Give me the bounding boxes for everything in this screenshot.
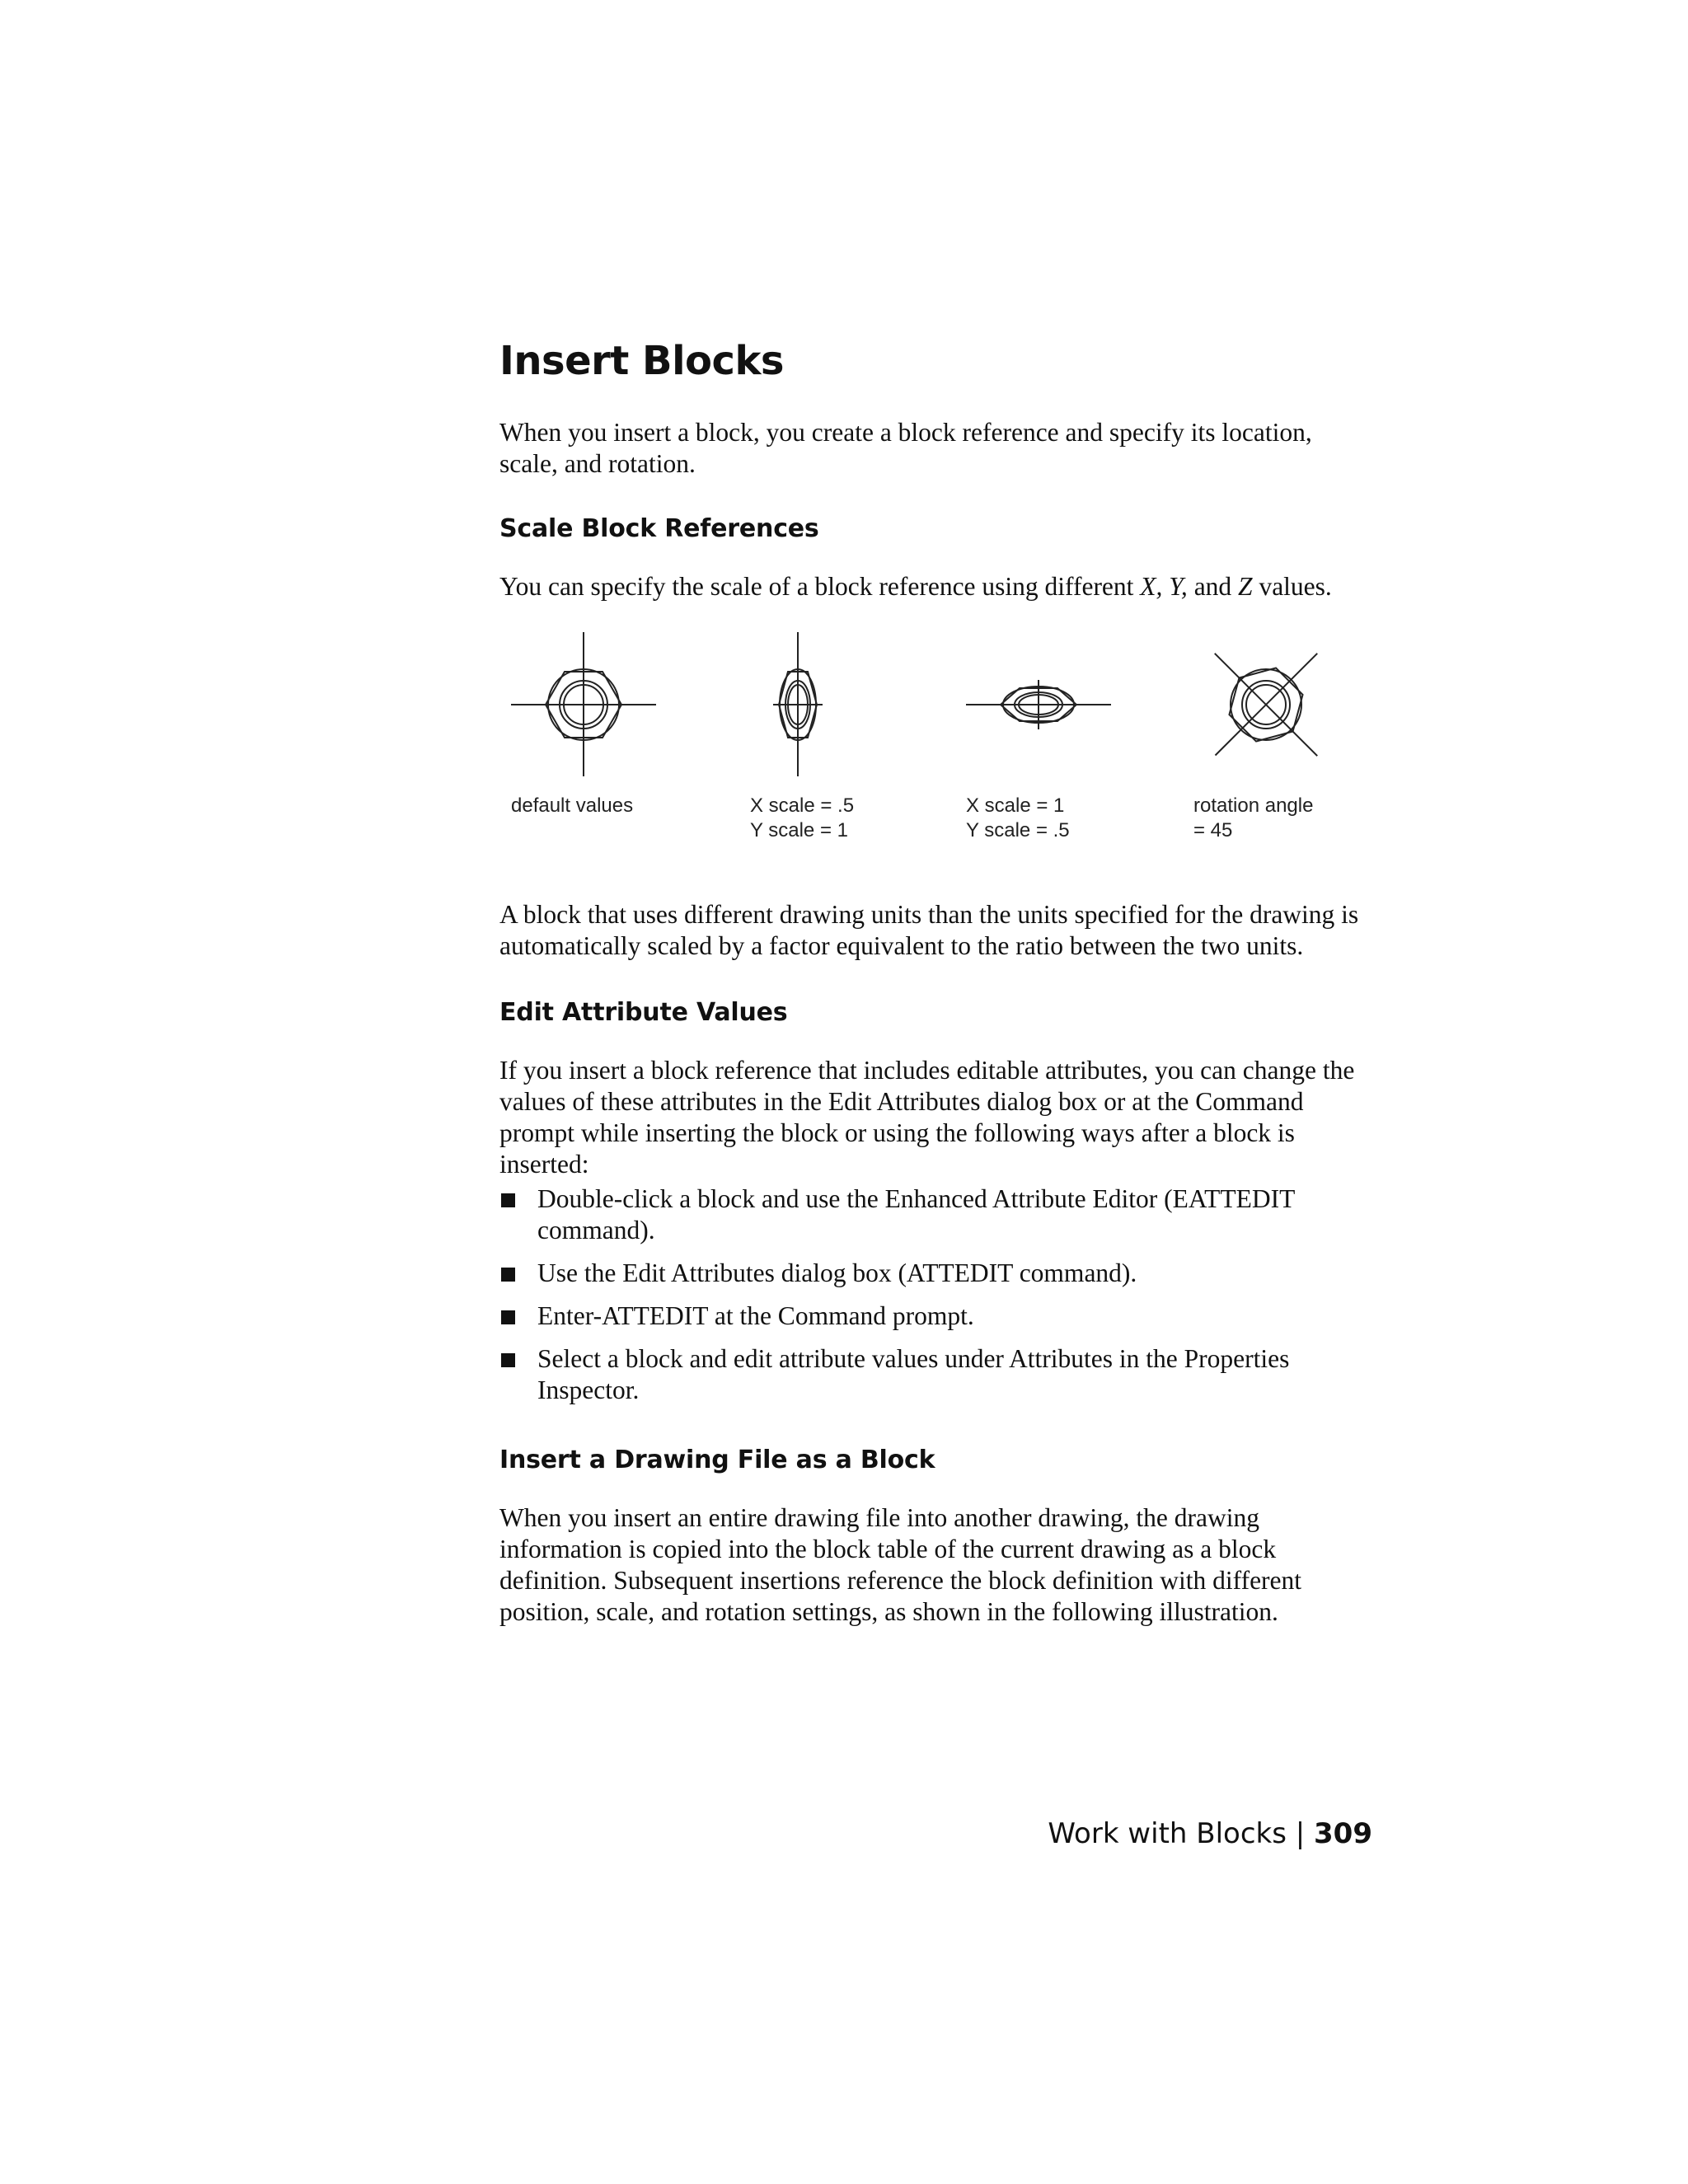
list-item [499, 1258, 1373, 1289]
footer-chapter: Work with Blocks [1048, 1817, 1287, 1850]
list-item-text: Use the Edit Attributes dialog box (ATTEDIT command). [537, 1258, 1137, 1287]
caption-line-1: X scale = 1 [966, 794, 1065, 817]
list-item-text: Double-click a block and use the Enhanced Attribute Editor (EATTEDIT command). [537, 1184, 1295, 1244]
caption-line-1: X scale = .5 [750, 794, 855, 817]
caption-rotated [1193, 794, 1313, 843]
bullet-icon [501, 1193, 515, 1207]
list-item [499, 1343, 1373, 1406]
edit-attribute-values-heading: Edit Attribute Values [499, 998, 788, 1027]
y-value-label: Y, [1169, 572, 1188, 601]
scale-text-before: You can specify the scale of a block reference using different [499, 572, 1141, 601]
page-number: 309 [1314, 1817, 1372, 1850]
page-footer [1048, 1817, 1372, 1850]
footer-separator: | [1295, 1817, 1306, 1850]
hex-nut-rotated-icon [1184, 632, 1373, 789]
caption-line-1: rotation angle [1193, 794, 1314, 817]
caption-line-2: = 45 [1193, 819, 1233, 841]
caption-yscale [966, 794, 1070, 843]
bullet-icon [501, 1353, 515, 1367]
insert-drawing-file-heading: Insert a Drawing File as a Block [499, 1446, 935, 1474]
and-text: and [1187, 572, 1239, 601]
z-value-label: Z [1238, 572, 1253, 601]
x-value-label: X, [1140, 572, 1163, 601]
caption-default [511, 794, 633, 818]
bullet-icon [501, 1310, 515, 1324]
caption-line-2: Y scale = .5 [966, 819, 1070, 841]
figure-item-yscale [956, 632, 1146, 863]
insert-file-paragraph: When you insert an entire drawing file into another drawing, the drawing information is copied into the block table of the current drawing as a block definition. Subsequent insertions reference the block definition with different position, scale, and rotation settings, as shown in the following illustration. [499, 1503, 1302, 1626]
scale-text-after: values. [1252, 572, 1332, 601]
page-content [499, 338, 1373, 1628]
figure-item-xscale [740, 632, 930, 863]
list-item-text: Enter-ATTEDIT at the Command prompt. [537, 1301, 974, 1330]
list-item [499, 1301, 1373, 1332]
intro-paragraph: When you insert a block, you create a block reference and specify its location, scale, and rotation. [499, 418, 1312, 478]
figure-item-default [501, 632, 691, 863]
figure-item-rotated [1184, 632, 1373, 863]
list-item-text: Select a block and edit attribute values under Attributes in the Properties Inspector. [537, 1344, 1290, 1404]
edit-attributes-list [499, 1183, 1373, 1406]
scale-paragraph [499, 571, 1373, 602]
caption-line-1: default values [511, 794, 634, 817]
caption-xscale [750, 794, 854, 843]
scale-block-references-heading: Scale Block References [499, 514, 819, 543]
units-paragraph: A block that uses different drawing units than the units specified for the drawing is automatically scaled by a factor equivalent to the ratio between the two units. [499, 900, 1359, 960]
hex-nut-default-icon [501, 632, 691, 789]
scale-examples-figure [499, 632, 1373, 863]
bullet-icon [501, 1268, 515, 1282]
page-title: Insert Blocks [499, 338, 784, 384]
hex-nut-xscale-icon [740, 632, 930, 789]
edit-attributes-paragraph: If you insert a block reference that includes editable attributes, you can change the values of these attributes in the Edit Attributes dialog box or at the Command prompt while inserting the block or using the following ways after a block is inserted: [499, 1056, 1355, 1179]
caption-line-2: Y scale = 1 [750, 819, 848, 841]
hex-nut-yscale-icon [956, 632, 1146, 789]
list-item [499, 1183, 1373, 1246]
